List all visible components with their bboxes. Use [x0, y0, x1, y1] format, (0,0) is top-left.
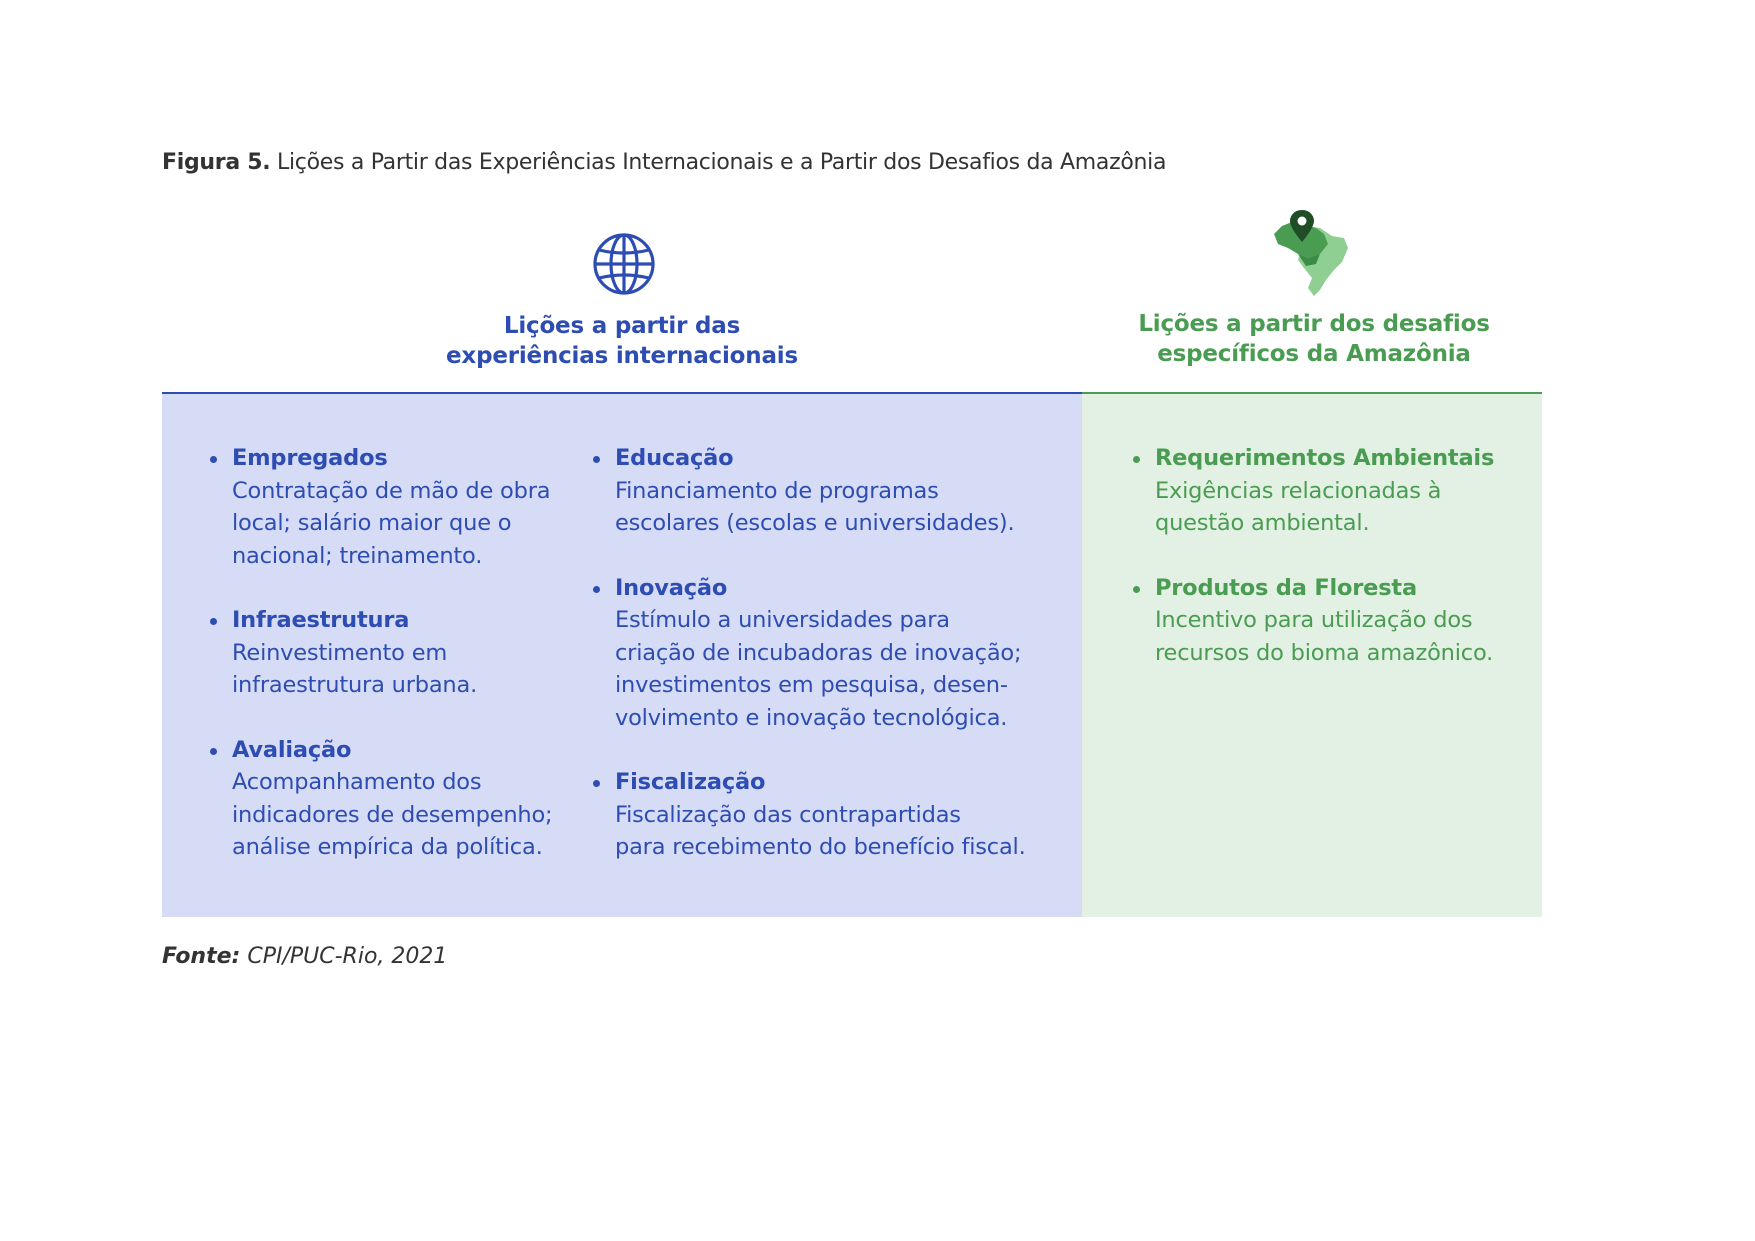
list-item: [597, 766, 1057, 864]
item-description: Reinvestimento em infraestrutura urbana.: [232, 639, 478, 698]
item-description: Estímulo a universidades para criação de incubadoras de inovação; investimentos em pesquisa, desen- volvimento e inovação tecnológica.: [615, 607, 1022, 731]
source-label: Fonte:: [162, 944, 241, 969]
list-item: [214, 734, 574, 864]
item-title: Inovação: [615, 574, 728, 601]
source-text: CPI/PUC-Rio, 2021: [247, 944, 448, 969]
figure-label: Figura 5.: [162, 150, 271, 175]
item-description: Exigências relacionadas à questão ambiental.: [1155, 477, 1442, 536]
item-description: Financiamento de programas escolares (escolas e universidades).: [615, 477, 1015, 536]
item-description: Acompanhamento dos indicadores de desempenho; análise empírica da política.: [232, 769, 553, 860]
globe-icon: [592, 232, 656, 296]
item-title: Educação: [615, 445, 734, 471]
brazil-map-pin-icon: [1270, 208, 1354, 296]
item-title: Fiscalização: [615, 769, 766, 795]
item-title: Requerimentos Ambientais: [1155, 445, 1495, 471]
list-item: [597, 442, 1057, 540]
list-item: [1137, 442, 1537, 540]
item-description: Fiscalização das contrapartidas para recebimento do benefício fiscal.: [615, 801, 1026, 860]
list-item: [1137, 572, 1537, 670]
item-title: Empregados: [232, 445, 388, 471]
item-description: Incentivo para utilização dos recursos do bioma amazônico.: [1155, 607, 1494, 666]
amazon-heading: [1100, 309, 1528, 369]
list-item: [597, 572, 1057, 735]
international-heading-line1: Lições a partir das: [503, 313, 741, 339]
figure-title: Lições a Partir das Experiências Internacionais e a Partir dos Desafios da Amazônia: [277, 150, 1167, 175]
list-item: [214, 442, 574, 572]
international-heading-line2: experiências internacionais: [446, 343, 798, 369]
item-title: Produtos da Floresta: [1155, 574, 1417, 601]
amazon-heading-line1: Lições a partir dos desafios: [1138, 311, 1490, 337]
source-note: [162, 944, 447, 969]
international-column-1: [214, 442, 574, 864]
amazon-heading-line2: específicos da Amazônia: [1157, 341, 1471, 367]
international-column-2: [597, 442, 1057, 864]
item-title: Infraestrutura: [232, 607, 410, 633]
figure-caption: [162, 150, 1166, 175]
international-heading: [400, 311, 844, 371]
item-title: Avaliação: [232, 736, 352, 763]
item-description: Contratação de mão de obra local; salário maior que o nacional; treinamento.: [232, 477, 551, 569]
amazon-column: [1137, 442, 1537, 669]
list-item: [214, 604, 574, 702]
